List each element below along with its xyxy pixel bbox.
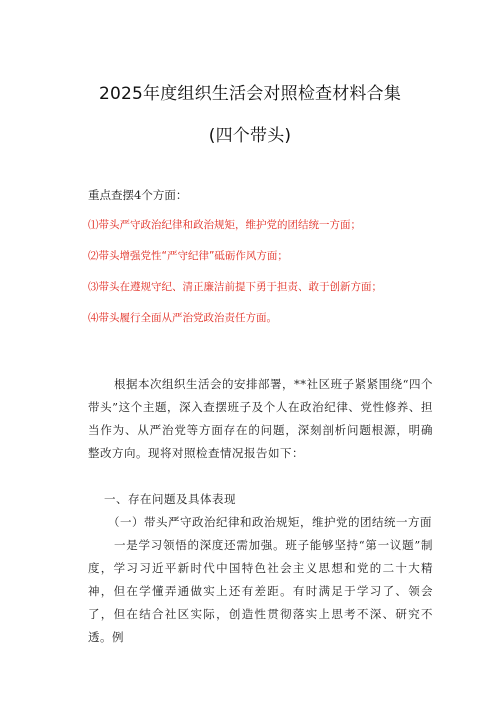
document-title: 2025年度组织生活会对照检查材料合集: [98, 84, 402, 104]
key-point-item: ⑵带头增强党性“严守纪律”砥砺作风方面；: [88, 250, 288, 262]
key-point-item: ⑷带头履行全面从严治党政治责任方面。: [88, 312, 277, 324]
key-points-list: [88, 218, 382, 342]
key-point-item: ⑴带头严守政治纪律和政治规矩，维护党的团结统一方面；: [88, 219, 361, 231]
key-points-intro: 重点查摆4个方面：: [88, 188, 188, 202]
key-point-item: ⑶带头在遵规守纪、清正廉洁前提下勇于担责、敢于创新方面；: [88, 281, 382, 293]
body-paragraph: 一是学习领悟的深度还需加强。班子能够坚持“第一议题”制度，学习习近平新时代中国特色社会主义思想和党的二十大精神，但在学懂弄通做实上还有差距。有时满足于学习了、领会了，但在结合社区实际，创造性贯彻落实上思考不深、研究不透。例: [88, 538, 433, 644]
document-subtitle: (四个带头): [208, 126, 292, 146]
section-heading: 一、存在问题及具体表现: [104, 492, 236, 506]
subsection-heading: （一）带头严守政治纪律和政治规矩，维护党的团结统一方面: [108, 515, 432, 529]
intro-paragraph: 根据本次组织生活会的安排部署，**社区班子紧紧围绕“四个带头”这个主题，深入查摆班子及个人在政治纪律、党性修养、担当作为、从严治党等方面存在的问题，深刻剖析问题根源，明确整改方向。现将对照检查情况报告如下：: [88, 377, 433, 460]
